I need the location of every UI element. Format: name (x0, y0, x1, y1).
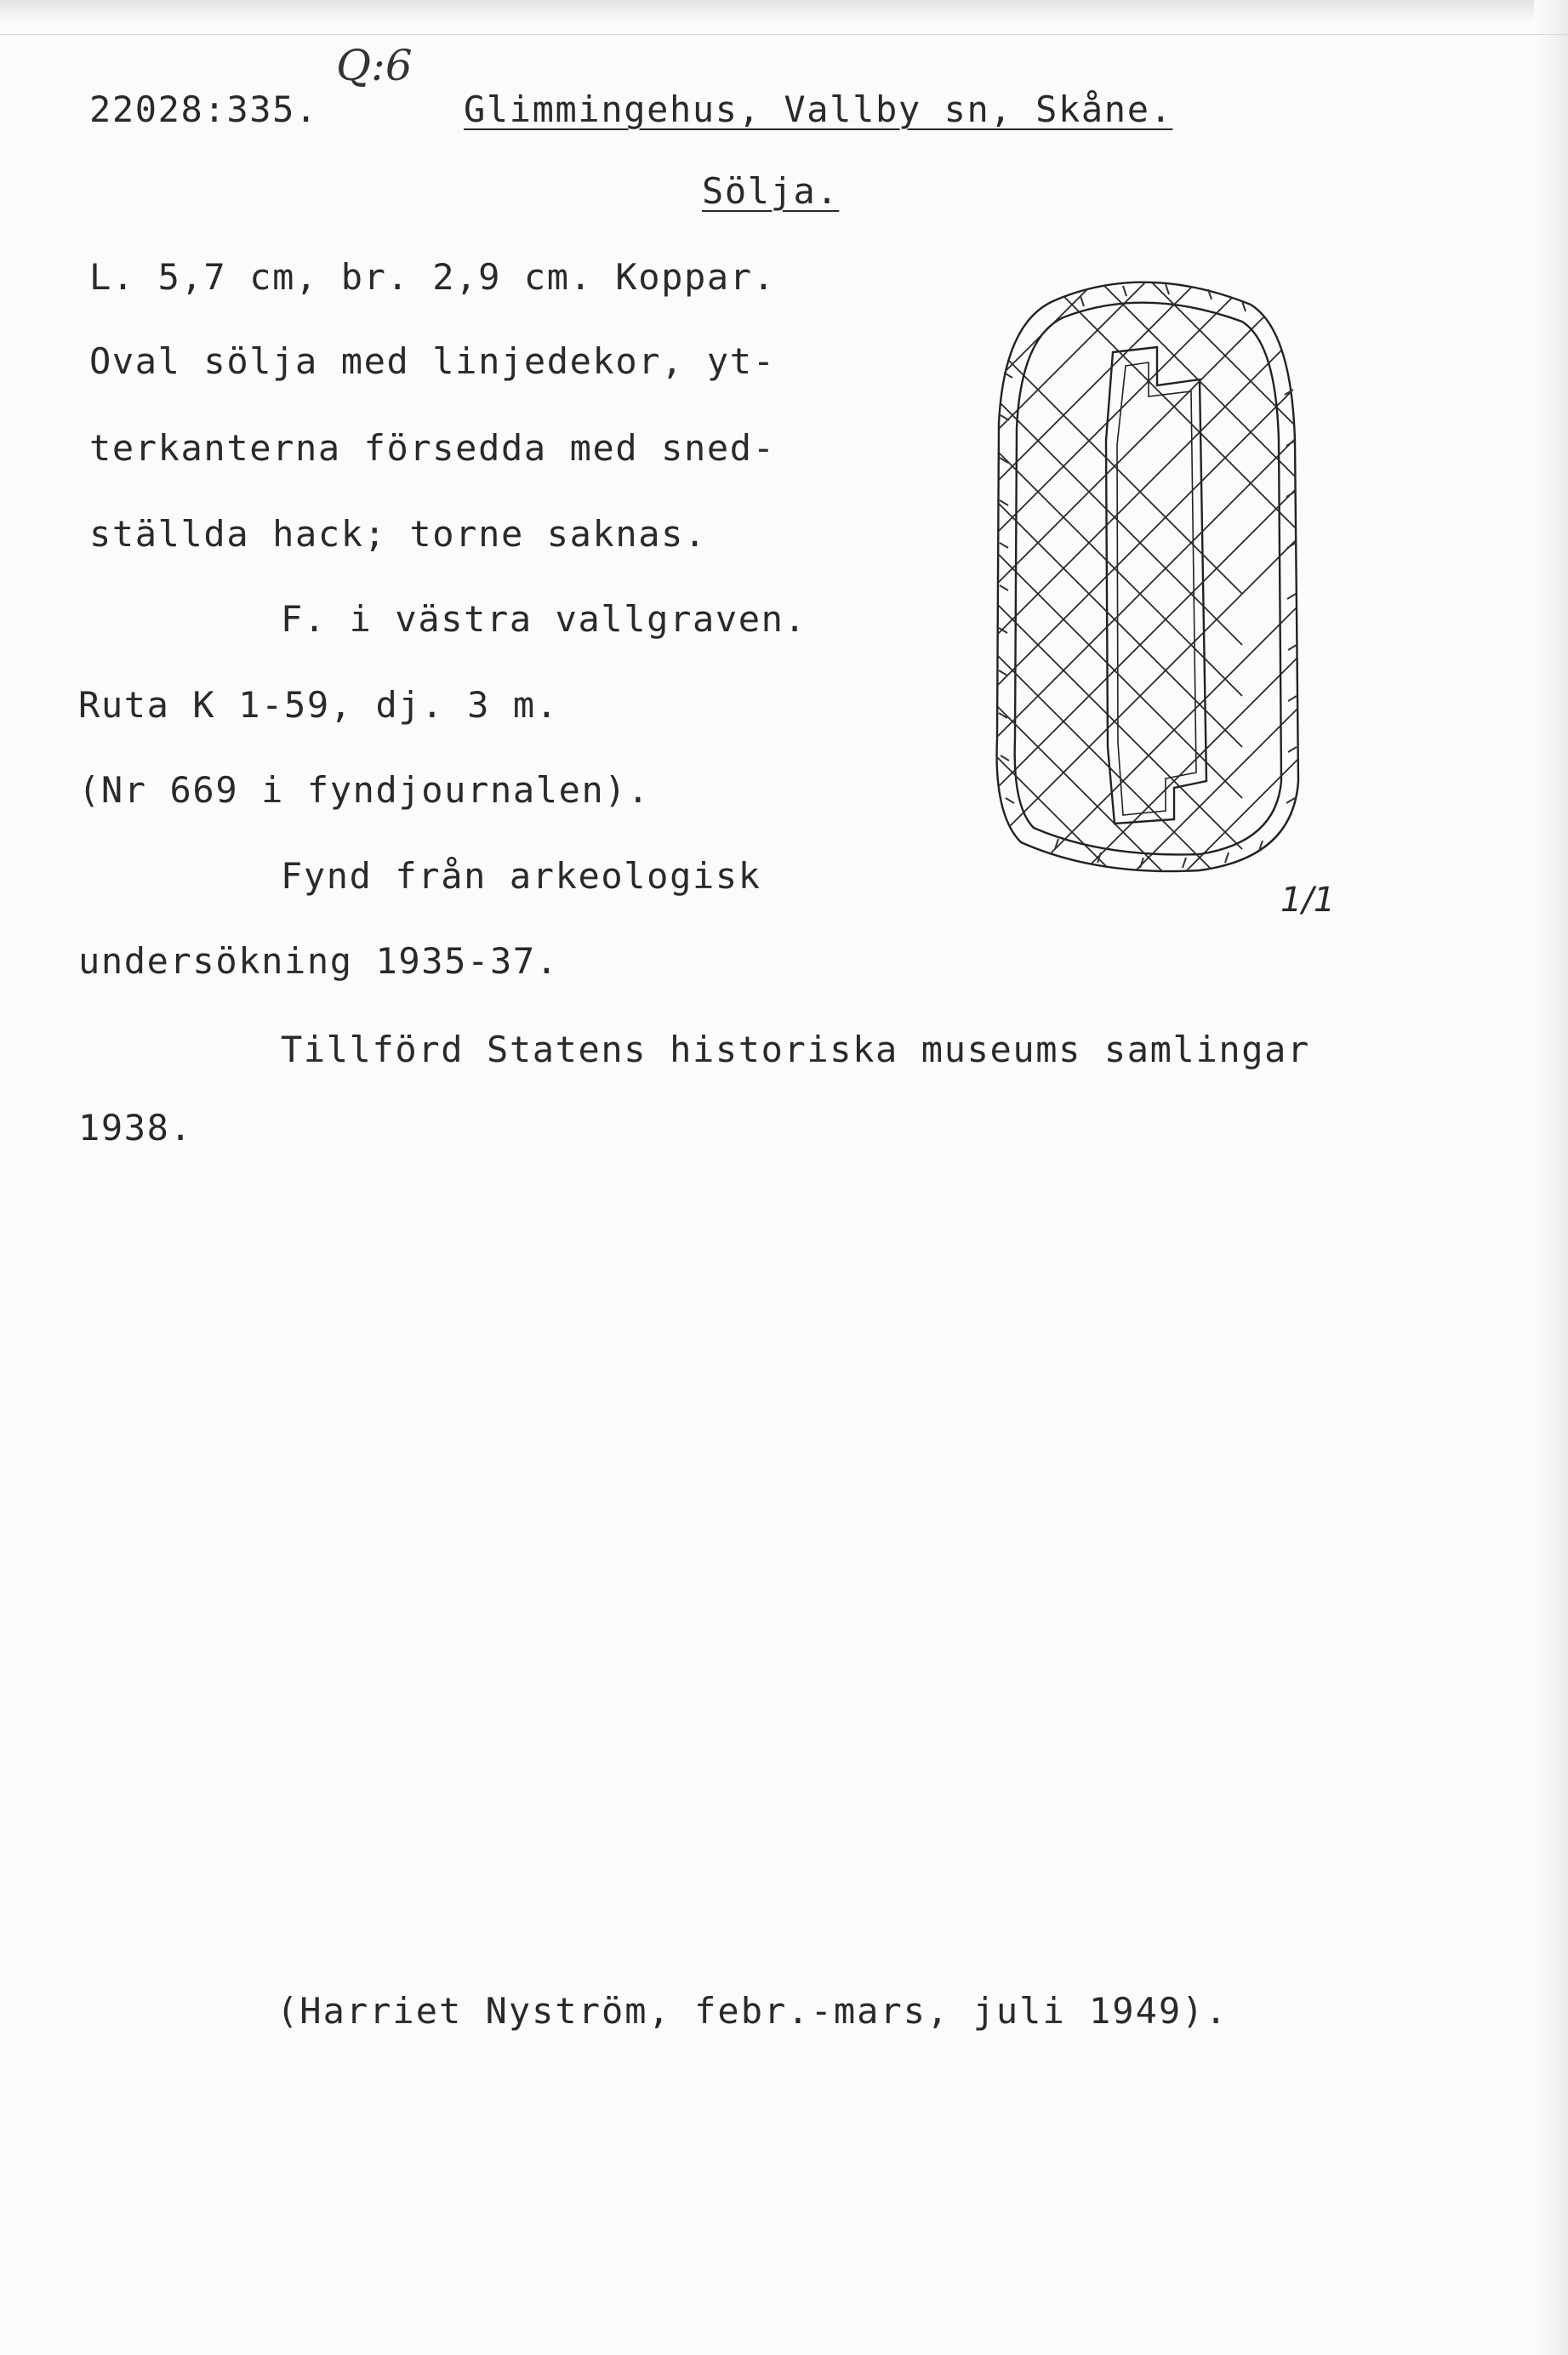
description-line: ställda hack; torne saknas. (89, 513, 707, 555)
description-line: L. 5,7 cm, br. 2,9 cm. Koppar. (89, 256, 776, 298)
description-line: Oval sölja med linjedekor, yt- (89, 340, 776, 382)
object-name: Sölja. (702, 170, 840, 212)
top-rule (0, 34, 1568, 35)
description-line: 1938. (78, 1107, 193, 1149)
buckle-drawing (987, 271, 1310, 883)
card-right-edge (1534, 0, 1568, 2355)
card-top-edge (0, 0, 1568, 24)
description-line: Ruta K 1-59, dj. 3 m. (78, 684, 559, 726)
inventory-number: 22028:335. (89, 88, 318, 130)
description-line: terkanterna försedda med sned- (89, 427, 776, 469)
description-line: Fynd från arkeologisk (281, 855, 761, 897)
location-heading: Glimmingehus, Vallby sn, Skåne. (464, 88, 1173, 130)
description-line: (Nr 669 i fyndjournalen). (78, 769, 651, 811)
signature-line: (Harriet Nyström, febr.-mars, juli 1949). (277, 1990, 1229, 2032)
description-line: undersökning 1935-37. (78, 940, 559, 982)
handwritten-code: Q:6 (336, 41, 413, 90)
description-line: F. i västra vallgraven. (281, 598, 807, 640)
description-line: Tillförd Statens historiska museums samlingar (281, 1029, 1310, 1070)
scale-label: 1/1 (1280, 881, 1336, 920)
